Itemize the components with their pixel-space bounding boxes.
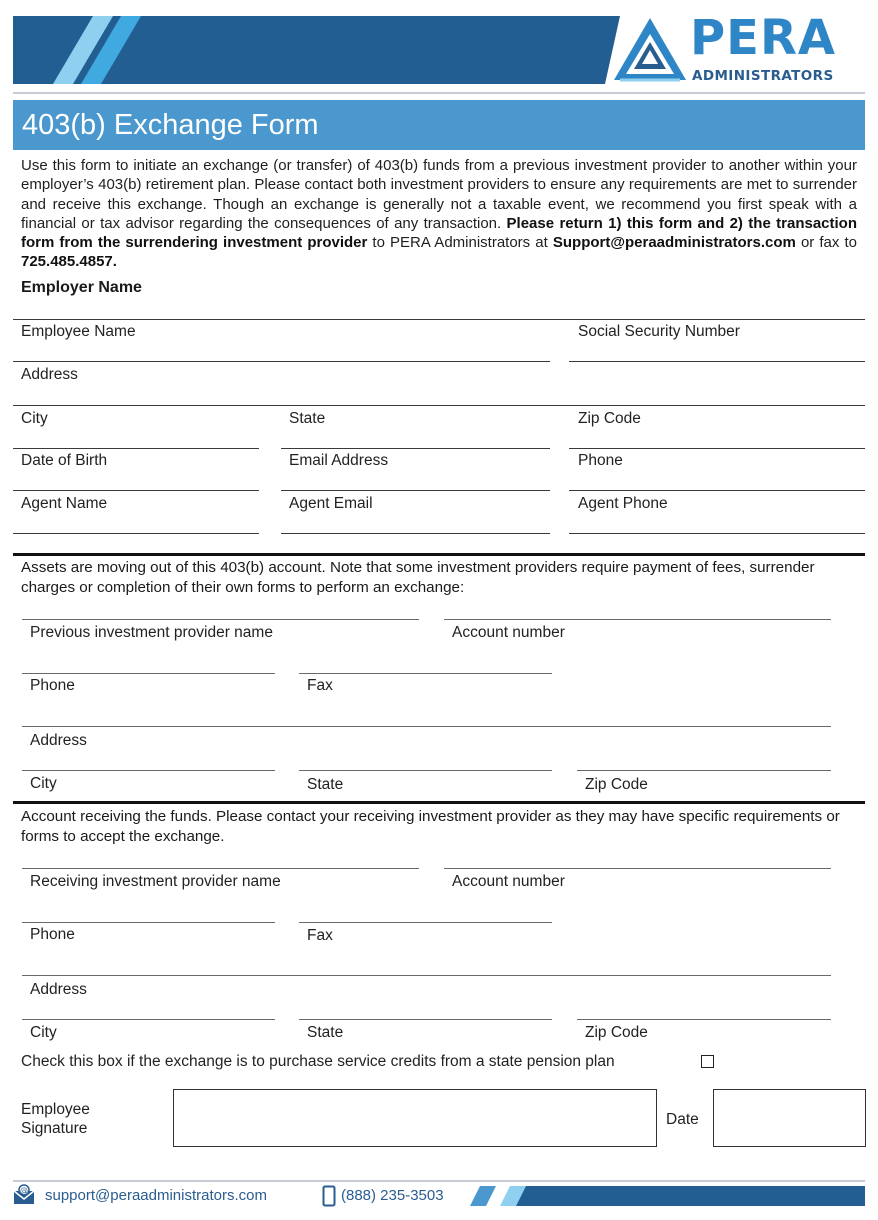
agent-phone-label: Agent Phone (578, 495, 668, 512)
recv-state-label: State (307, 1024, 344, 1041)
pera-logo-icon (610, 14, 690, 86)
state-label: State (289, 410, 326, 427)
phone-field[interactable] (569, 490, 865, 491)
agent-phone-field[interactable] (569, 533, 865, 534)
agent-email-label: Agent Email (289, 495, 373, 512)
recv-provider-label: Receiving investment provider name (30, 873, 281, 890)
prev-fax-label: Fax (307, 677, 333, 694)
mail-icon (13, 1184, 35, 1206)
prev-state-label: State (307, 776, 344, 793)
city-label: City (21, 410, 48, 427)
recv-phone-label: Phone (30, 926, 75, 943)
prev-phone-label: Phone (30, 677, 75, 694)
recv-provider-field[interactable] (22, 868, 419, 869)
intro-text-3: or fax to (795, 234, 857, 252)
employer-name-field[interactable] (13, 319, 865, 320)
signature-label-line1: Employee (21, 1101, 90, 1118)
recv-zip-field[interactable] (577, 1019, 831, 1020)
section-divider-receiving (13, 801, 865, 804)
employee-signature-field[interactable] (173, 1089, 657, 1147)
email-field[interactable] (281, 490, 550, 491)
address-label: Address (21, 366, 78, 383)
recv-city-label: City (30, 1024, 57, 1041)
prev-address-label: Address (30, 732, 87, 749)
employee-name-field[interactable] (13, 361, 550, 362)
header-stripes (13, 16, 653, 84)
employer-name-label: Employer Name (21, 279, 142, 296)
date-field[interactable] (713, 1089, 866, 1147)
intro-text-2: to PERA Administrators at (367, 234, 553, 252)
form-title: 403(b) Exchange Form (22, 109, 319, 141)
signature-label-line2: Signature (21, 1120, 88, 1137)
intro-text: Use this form to initiate an exchange (or transfer) of 403(b) funds from a previous investment provider to another within your employer’s 403(b) retirement plan. Please contact both investment providers to ensure any requirements are met to surrender and receive this exchange. Though an exchange is generally not a taxable event, we recommend you first speak with a financial or tax advisor regarding the consequences of any transaction. (21, 157, 857, 232)
prev-state-field[interactable] (299, 770, 552, 771)
city-field[interactable] (13, 448, 259, 449)
footer-divider (13, 1180, 865, 1182)
state-field[interactable] (281, 448, 550, 449)
dob-label: Date of Birth (21, 452, 108, 469)
prev-zip-field[interactable] (577, 770, 831, 771)
recv-account-label: Account number (452, 873, 565, 890)
section-divider-outgoing (13, 553, 865, 556)
phone-label: Phone (578, 452, 623, 469)
recv-phone-field[interactable] (22, 922, 275, 923)
prev-provider-field[interactable] (22, 619, 419, 620)
date-label: Date (666, 1111, 699, 1128)
address-field[interactable] (13, 405, 865, 406)
email-label: Email Address (289, 452, 389, 469)
outgoing-heading: Assets are moving out of this 403(b) account. Note that some investment providers require payment of fees, surrender charges or completion of their own forms to perform an exchange: (21, 559, 815, 596)
receiving-heading: Account receiving the funds. Please contact your receiving investment provider as they may have specific requirements or forms to accept the exchange. (21, 808, 840, 845)
support-email-link[interactable]: Support@peraadministrators.com (552, 234, 796, 252)
service-credit-checkbox-label: Check this box if the exchange is to purchase service credits from a state pension plan (21, 1053, 615, 1070)
recv-state-field[interactable] (299, 1019, 552, 1020)
zip-field[interactable] (569, 448, 865, 449)
recv-account-field[interactable] (444, 868, 831, 869)
prev-address-field[interactable] (22, 726, 831, 727)
brand-subtitle: ADMINISTRATORS (692, 68, 834, 84)
service-credit-checkbox[interactable] (701, 1055, 714, 1068)
zip-label: Zip Code (578, 410, 641, 427)
header-divider (13, 92, 865, 94)
brand-name: PERA (690, 10, 837, 66)
prev-account-label: Account number (452, 624, 565, 641)
svg-text:@: @ (20, 1186, 28, 1195)
footer-stripe-bar (470, 1186, 865, 1206)
agent-name-label: Agent Name (21, 495, 108, 512)
ssn-label: Social Security Number (578, 323, 740, 340)
prev-account-field[interactable] (444, 619, 831, 620)
fax-number: 725.485.4857. (21, 253, 117, 271)
agent-email-field[interactable] (281, 533, 550, 534)
recv-address-field[interactable] (22, 975, 831, 976)
recv-zip-label: Zip Code (585, 1024, 648, 1041)
prev-phone-field[interactable] (22, 673, 275, 674)
footer-phone[interactable]: (888) 235-3503 (341, 1187, 444, 1204)
prev-fax-field[interactable] (299, 673, 552, 674)
dob-field[interactable] (13, 490, 259, 491)
prev-zip-label: Zip Code (585, 776, 648, 793)
prev-city-field[interactable] (22, 770, 275, 771)
employee-name-label: Employee Name (21, 323, 136, 340)
recv-address-label: Address (30, 981, 87, 998)
recv-fax-label: Fax (307, 927, 333, 944)
phone-icon (322, 1185, 336, 1207)
prev-city-label: City (30, 775, 57, 792)
footer-email[interactable]: support@peraadministrators.com (45, 1187, 267, 1204)
recv-fax-field[interactable] (299, 922, 552, 923)
prev-provider-label: Previous investment provider name (30, 624, 273, 641)
recv-city-field[interactable] (22, 1019, 275, 1020)
intro-return-instruction: Please return 1) this form and 2) the transaction form from the surrendering investment provider (21, 214, 857, 252)
ssn-field[interactable] (569, 361, 865, 362)
agent-name-field[interactable] (13, 533, 259, 534)
intro-paragraph (21, 156, 857, 272)
